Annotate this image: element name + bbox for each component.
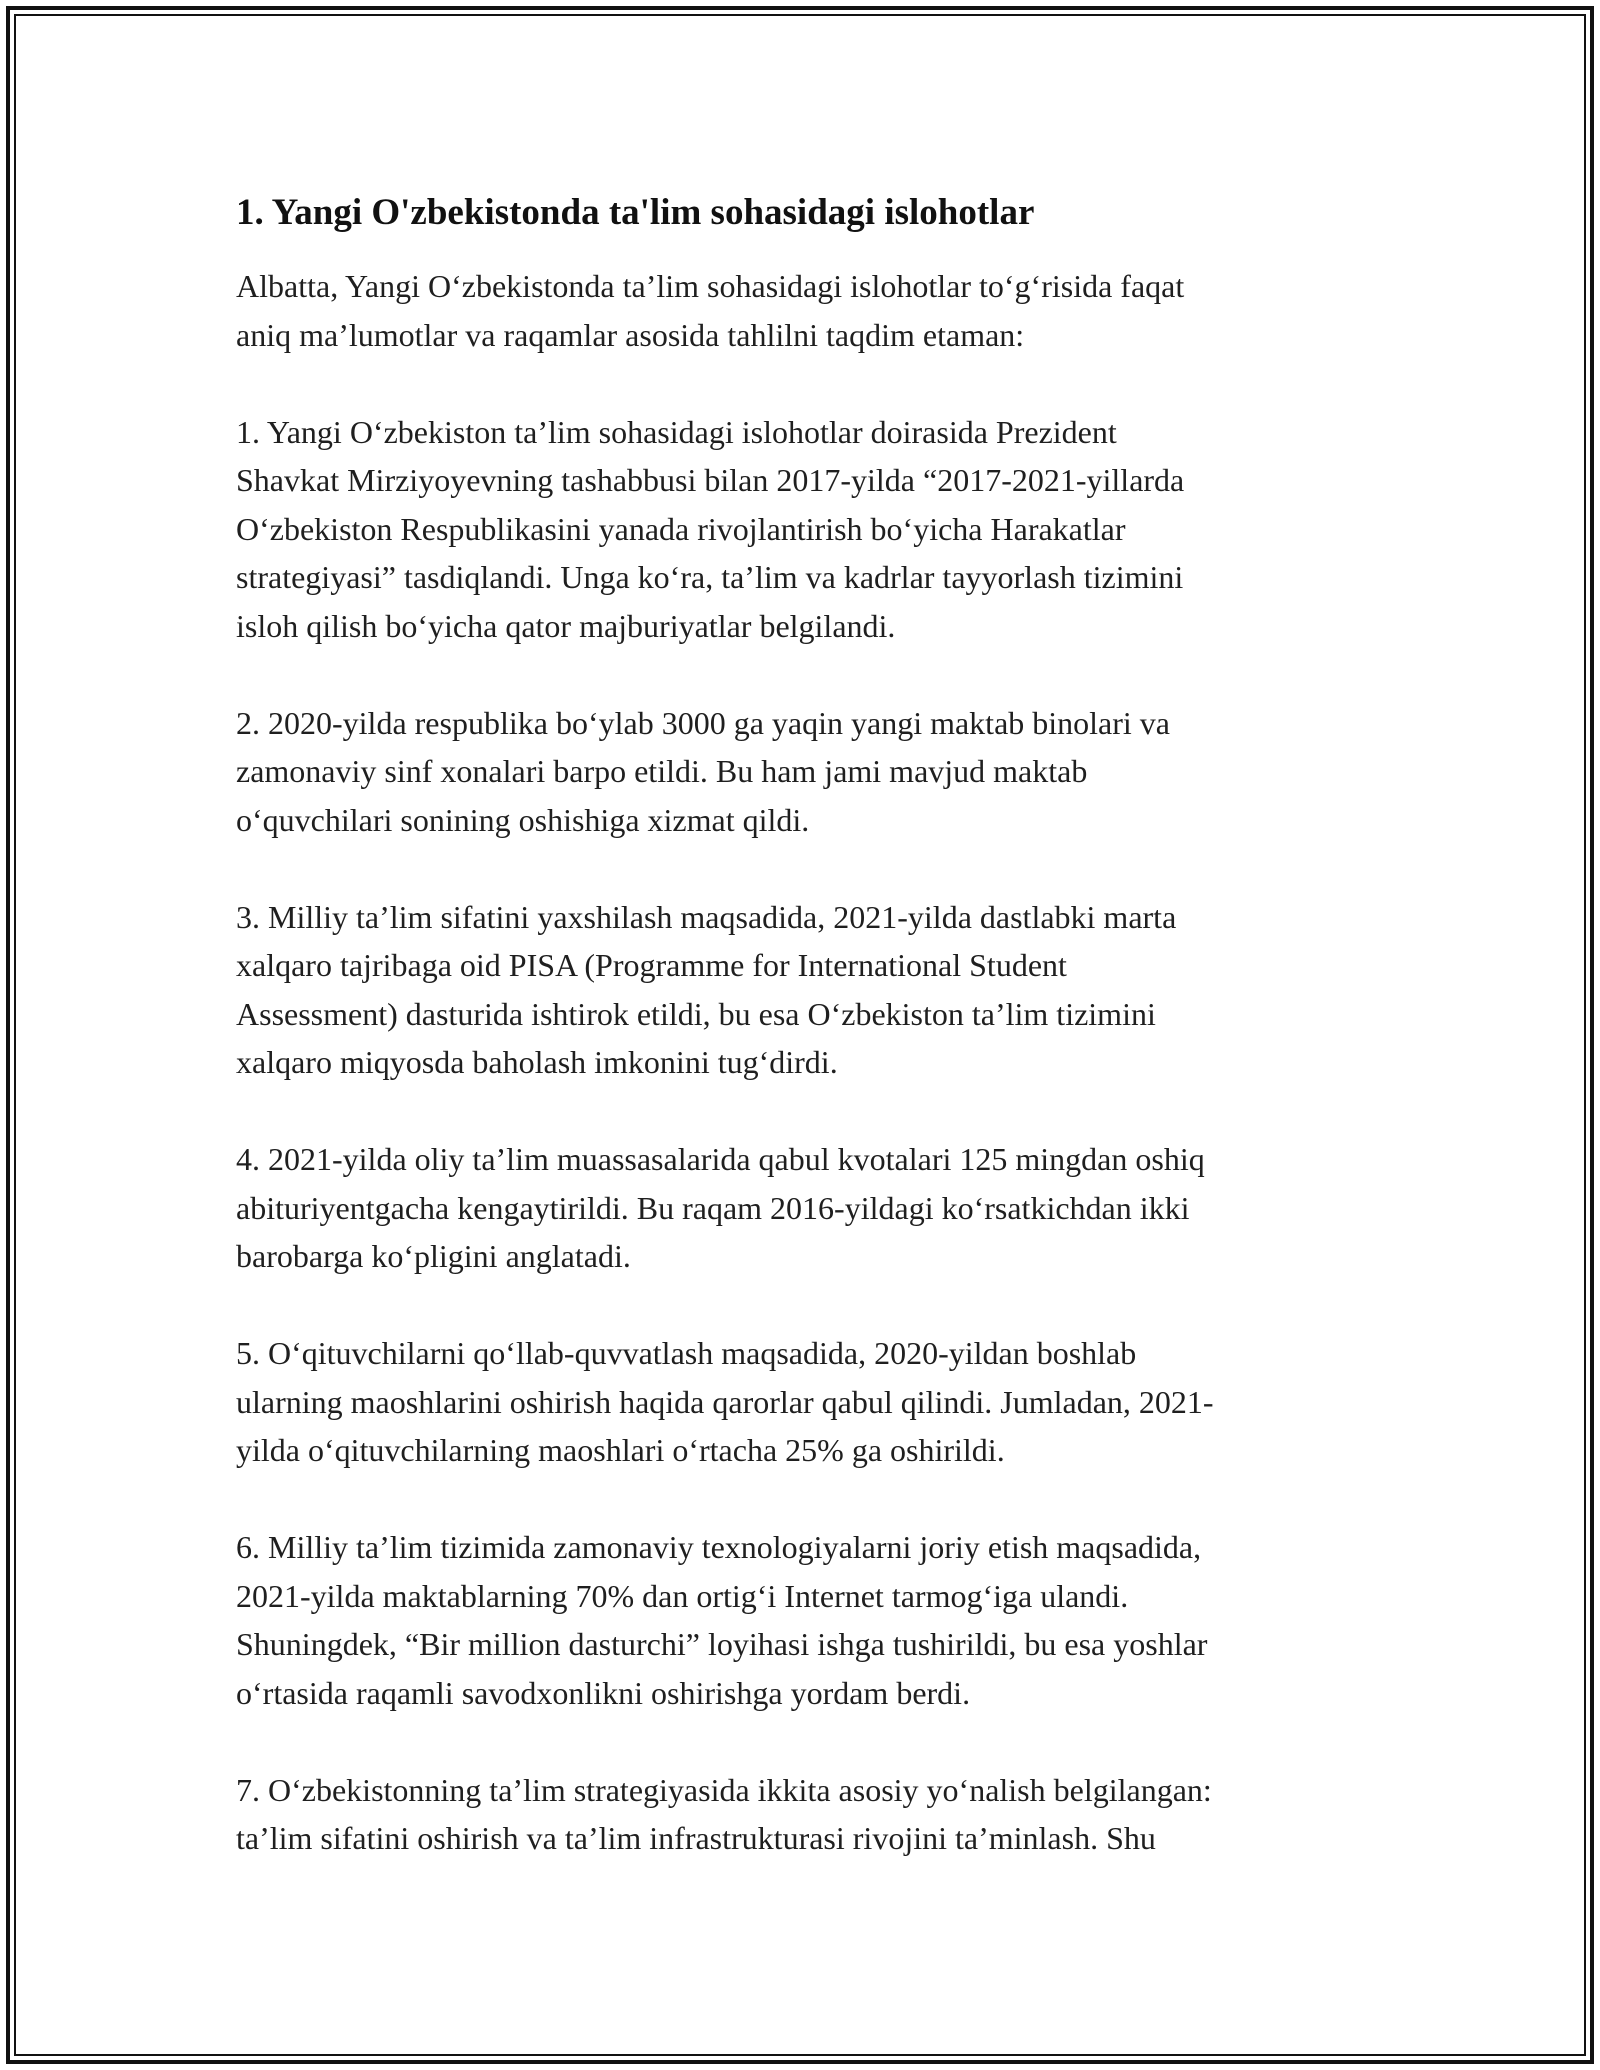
paragraph-line: ularning maoshlarini oshirish haqida qarorlar qabul qilindi. Jumladan, 2021- [236,1383,1214,1420]
paragraph-line: xalqaro miqyosda baholash imkonini tug‘dirdi. [236,1044,838,1080]
paragraph-line: O‘zbekiston Respublikasini yanada rivojlantirish bo‘yicha Harakatlar [236,510,1126,547]
document-body [236,190,1366,1911]
paragraph-line: Albatta, Yangi O‘zbekistonda ta’lim sohasidagi islohotlar to‘g‘risida faqat [236,268,1185,304]
paragraph-line: Shavkat Mirziyoyevning tashabbusi bilan 2017-yilda “2017-2021-yillarda [236,462,1185,498]
paragraph-item-7 [236,1766,1366,1863]
paragraph-line: 5. O‘qituvchilarni qo‘llab-quvvatlash maqsadida, 2020-yildan boshlab [236,1335,1137,1371]
paragraph-line: 4. 2021-yilda oliy ta’lim muassasalarida qabul kvotalari 125 mingdan oshiq [236,1141,1205,1177]
paragraph-line: xalqaro tajribaga oid PISA (Programme for International Student [236,947,1067,983]
paragraph-line: Shuningdek, “Bir million dasturchi” loyihasi ishga tushirildi, bu esa yoshlar [236,1626,1208,1662]
paragraph-line: 2021-yilda maktablarning 70% dan ortig‘i Internet tarmog‘iga ulandi. [236,1577,1129,1614]
paragraph-line: o‘quvchilari sonining oshishiga xizmat qildi. [236,801,810,838]
paragraph-intro [236,262,1366,359]
paragraph-line: 7. O‘zbekistonning ta’lim strategiyasida ikkita asosiy yo‘nalish belgilangan: [236,1771,1212,1808]
paragraph-item-3 [236,893,1366,1087]
paragraph-item-1 [236,408,1366,651]
paragraph-item-6 [236,1523,1366,1717]
paragraph-item-2 [236,699,1366,845]
paragraph-line: 6. Milliy ta’lim tizimida zamonaviy texnologiyalarni joriy etish maqsadida, [236,1529,1202,1565]
paragraph-line: strategiyasi” tasdiqlandi. Unga ko‘ra, ta’lim va kadrlar tayyorlash tizimini [236,559,1184,595]
paragraph-line: ta’lim sifatini oshirish va ta’lim infrastrukturasi rivojini ta’minlash. Shu [236,1820,1156,1856]
paragraph-line: 3. Milliy ta’lim sifatini yaxshilash maqsadida, 2021-yilda dastlabki marta [236,898,1177,935]
paragraph-line: zamonaviy sinf xonalari barpo etildi. Bu ham jami mavjud maktab [236,753,1088,789]
paragraph-item-4 [236,1135,1366,1281]
paragraph-line: barobarga ko‘pligini anglatadi. [236,1238,631,1274]
paragraph-line: isloh qilish bo‘yicha qator majburiyatlar belgilandi. [236,607,896,644]
paragraph-item-5 [236,1329,1366,1475]
paragraph-line: 2. 2020-yilda respublika bo‘ylab 3000 ga yaqin yangi maktab binolari va [236,704,1170,741]
paragraph-line: aniq ma’lumotlar va raqamlar asosida tahlilni taqdim etaman: [236,316,1025,353]
paragraph-line: 1. Yangi O‘zbekiston ta’lim sohasidagi islohotlar doirasida Prezident [236,413,1117,450]
document-title: 1. Yangi O'zbekistonda ta'lim sohasidagi islohotlar [236,192,1035,233]
paragraph-line: Assessment) dasturida ishtirok etildi, bu esa O‘zbekiston ta’lim tizimini [236,995,1156,1032]
paragraph-line: yilda o‘qituvchilarning maoshlari o‘rtacha 25% ga oshirildi. [236,1432,1005,1468]
paragraph-line: abituriyentgacha kengaytirildi. Bu raqam 2016-yildagi ko‘rsatkichdan ikki [236,1189,1190,1226]
paragraph-line: o‘rtasida raqamli savodxonlikni oshirishga yordam berdi. [236,1674,971,1711]
